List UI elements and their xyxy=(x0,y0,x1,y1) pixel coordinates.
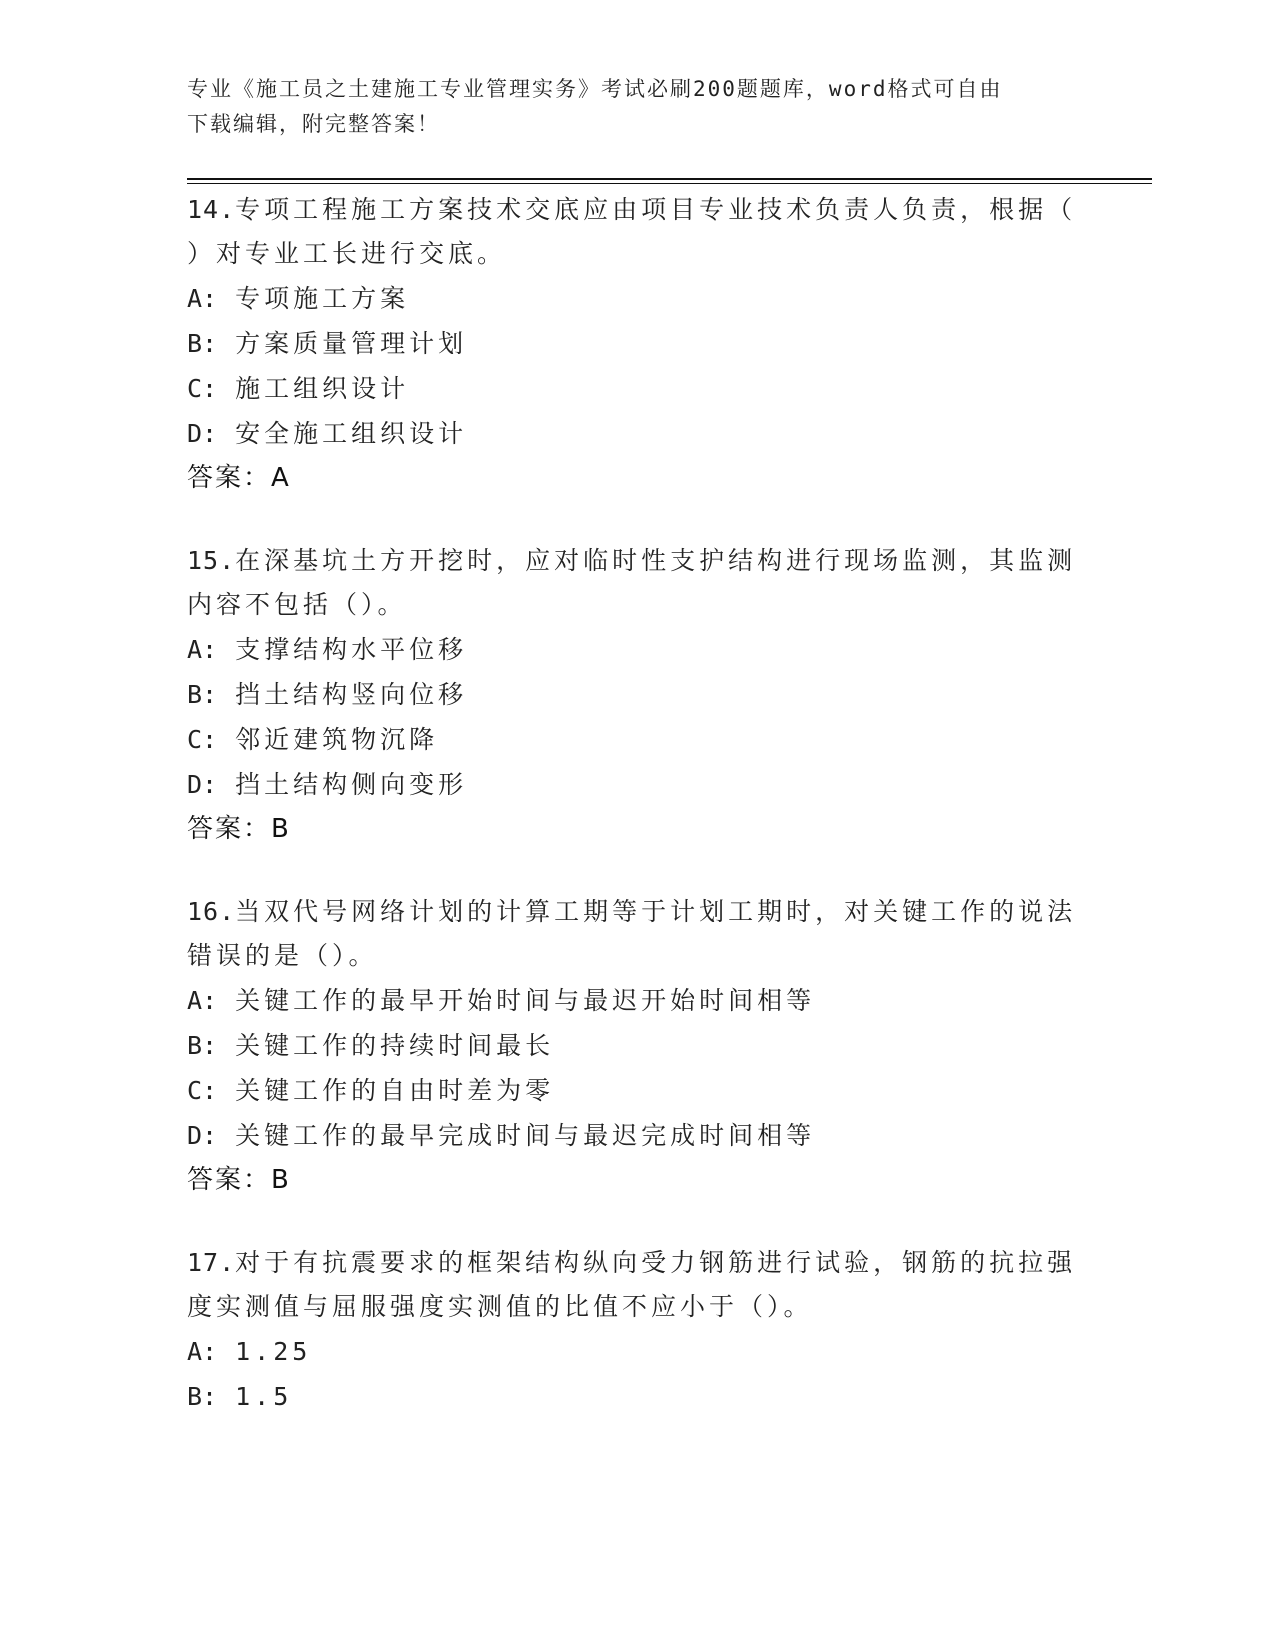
option-text: 挡土结构竖向位移 xyxy=(235,680,468,709)
option-a xyxy=(187,1329,1087,1374)
header-line-1: 专业《施工员之土建施工专业管理实务》考试必刷200题题库，word格式可自由 xyxy=(187,77,1003,101)
option-key: D: xyxy=(187,770,218,799)
option-text: 关键工作的最早完成时间与最迟完成时间相等 xyxy=(235,1121,816,1150)
option-a xyxy=(187,276,1087,321)
option-key: D: xyxy=(187,419,218,448)
stem-line-2: 内容不包括（）。 xyxy=(187,590,407,619)
option-b xyxy=(187,672,1087,717)
answer-label: 答案： xyxy=(187,814,272,844)
question-16 xyxy=(187,890,1087,1203)
answer-value: B xyxy=(271,1165,291,1195)
option-text: 专项施工方案 xyxy=(235,284,410,313)
stem-line-1: 在深基坑土方开挖时，应对临时性支护结构进行现场监测，其监测 xyxy=(235,546,1077,575)
answer xyxy=(187,456,1087,501)
question-15 xyxy=(187,539,1087,852)
header-divider-thin xyxy=(187,183,1152,184)
answer-value: B xyxy=(271,814,291,844)
option-c xyxy=(187,366,1087,411)
stem-line-1: 对于有抗震要求的框架结构纵向受力钢筋进行试验，钢筋的抗拉强 xyxy=(235,1248,1077,1277)
option-key: C: xyxy=(187,374,218,403)
option-a xyxy=(187,627,1087,672)
option-text: 方案质量管理计划 xyxy=(235,329,468,358)
option-text: 安全施工组织设计 xyxy=(235,419,468,448)
stem-line-1: 专项工程施工方案技术交底应由项目专业技术负责人负责，根据（ xyxy=(235,195,1077,224)
option-key: C: xyxy=(187,725,218,754)
option-b xyxy=(187,321,1087,366)
document-header xyxy=(187,72,1067,142)
option-text: 关键工作的自由时差为零 xyxy=(235,1076,555,1105)
option-text: 1.25 xyxy=(235,1337,312,1366)
option-text: 挡土结构侧向变形 xyxy=(235,770,468,799)
option-key: A: xyxy=(187,986,218,1015)
header-divider-thick xyxy=(187,178,1152,180)
option-b xyxy=(187,1374,1087,1419)
option-d xyxy=(187,1113,1087,1158)
option-c xyxy=(187,717,1087,762)
option-text: 1.5 xyxy=(235,1382,293,1411)
option-text: 关键工作的持续时间最长 xyxy=(235,1031,555,1060)
option-b xyxy=(187,1023,1087,1068)
answer-value: A xyxy=(271,463,291,493)
question-number: 16. xyxy=(187,897,236,926)
question-stem xyxy=(187,188,1087,276)
option-key: B: xyxy=(187,680,218,709)
answer xyxy=(187,807,1087,852)
question-17 xyxy=(187,1241,1087,1419)
stem-line-1: 当双代号网络计划的计算工期等于计划工期时，对关键工作的说法 xyxy=(235,897,1077,926)
question-number: 17. xyxy=(187,1248,236,1277)
option-key: B: xyxy=(187,329,218,358)
option-key: A: xyxy=(187,635,218,664)
option-key: C: xyxy=(187,1076,218,1105)
question-number: 14. xyxy=(187,195,236,224)
option-d xyxy=(187,411,1087,456)
answer-label: 答案： xyxy=(187,1165,272,1195)
option-text: 施工组织设计 xyxy=(235,374,410,403)
question-gap xyxy=(187,852,1087,890)
option-text: 关键工作的最早开始时间与最迟开始时间相等 xyxy=(235,986,816,1015)
option-d xyxy=(187,762,1087,807)
question-gap xyxy=(187,1203,1087,1241)
question-stem xyxy=(187,1241,1087,1329)
stem-line-2: 错误的是（）。 xyxy=(187,941,378,970)
question-gap xyxy=(187,501,1087,539)
header-line-2: 下载编辑，附完整答案！ xyxy=(187,112,440,136)
answer xyxy=(187,1158,1087,1203)
question-stem xyxy=(187,890,1087,978)
option-key: A: xyxy=(187,1337,218,1366)
question-stem xyxy=(187,539,1087,627)
option-key: D: xyxy=(187,1121,218,1150)
stem-line-2: ）对专业工长进行交底。 xyxy=(187,239,507,268)
option-key: B: xyxy=(187,1031,218,1060)
answer-label: 答案： xyxy=(187,463,272,493)
question-number: 15. xyxy=(187,546,236,575)
option-a xyxy=(187,978,1087,1023)
option-key: B: xyxy=(187,1382,218,1411)
option-text: 邻近建筑物沉降 xyxy=(235,725,439,754)
stem-line-2: 度实测值与屈服强度实测值的比值不应小于（）。 xyxy=(187,1292,813,1321)
question-list xyxy=(187,188,1087,1419)
option-key: A: xyxy=(187,284,218,313)
option-text: 支撑结构水平位移 xyxy=(235,635,468,664)
question-14 xyxy=(187,188,1087,501)
option-c xyxy=(187,1068,1087,1113)
